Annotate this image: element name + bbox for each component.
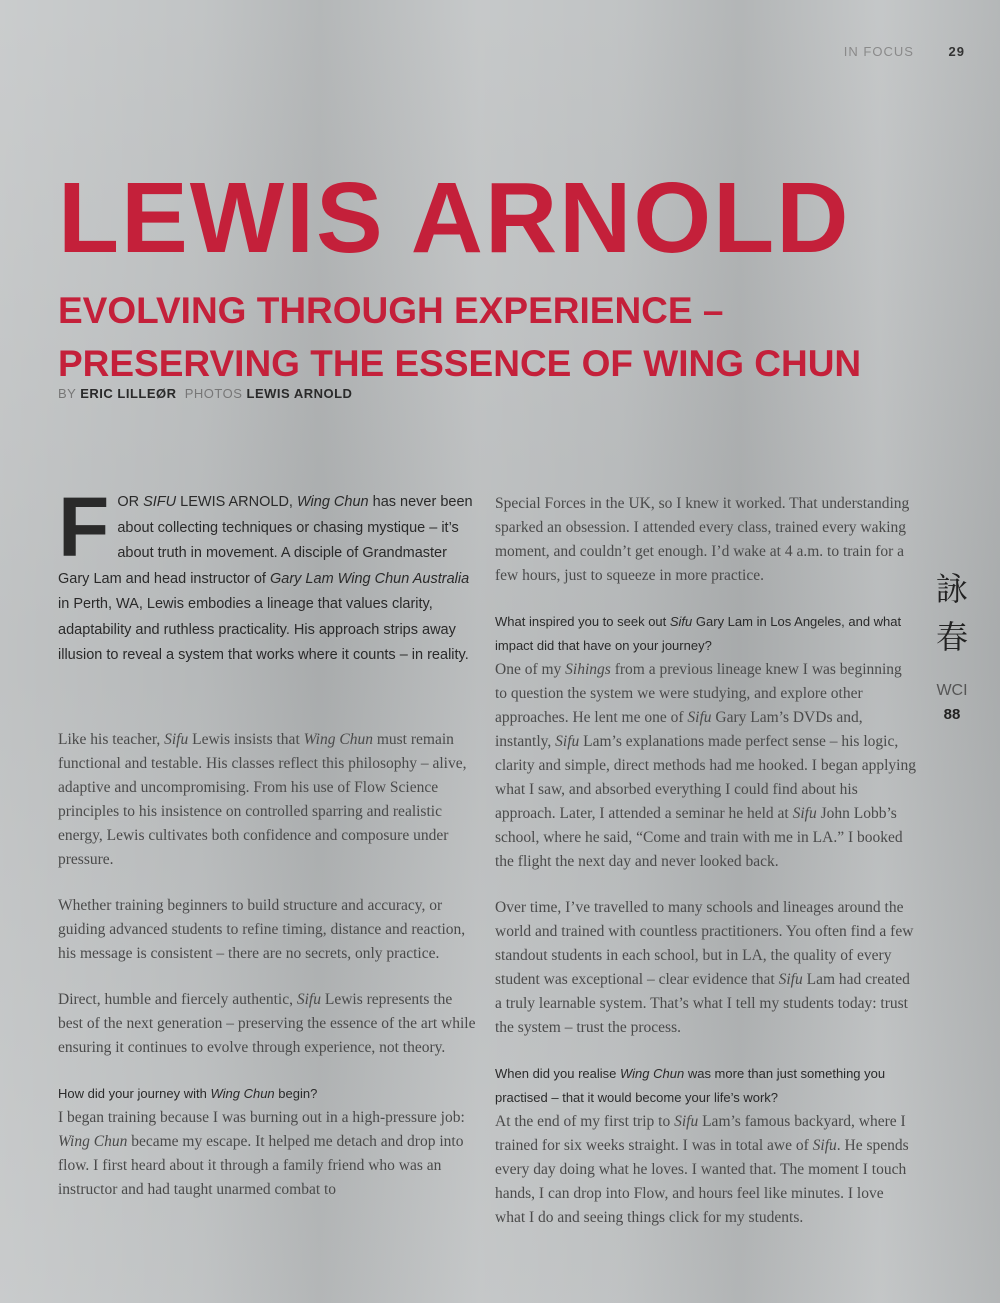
- lead-text: Gary Lam Wing Chun Australia: [269, 570, 470, 587]
- body-paragraph: Special Forces in the UK, so I knew it worked. That understanding sparked an obsession. I attended every class, trained every waking moment, and couldn’t get enough. I’d wake at 4 a.m. to train for a few hours, just to squeeze in more practice.: [495, 495, 910, 584]
- body-paragraph: I began training because I was burning out in a high-pressure job: Wing Chun became my escape. It helped me detach and drop into flow. I first heard about it through a family friend who was an instructor and had taught unarmed combat to: [58, 1109, 465, 1198]
- body-paragraph: Direct, humble and fiercely authentic, Sifu Lewis represents the best of the next generation – preserving the essence of the art while ensuring it continues to evolve through experience, not theory.: [58, 991, 476, 1056]
- body-paragraph: Whether training beginners to build structure and accuracy, or guiding advanced students to refine timing, distance and reaction, his message is consistent – there are no secrets, only practice.: [58, 897, 466, 962]
- author-name: ERIC LILLEØR: [80, 386, 177, 401]
- wing-chun-chinese-characters: 詠春: [935, 570, 968, 656]
- running-header: [844, 44, 965, 59]
- section-label: IN FOCUS: [843, 44, 914, 59]
- lead-text: Wing Chun: [297, 494, 369, 510]
- lead-paragraph: [58, 480, 478, 669]
- photographer-name: LEWIS ARNOLD: [246, 386, 353, 401]
- article-title: LEWIS ARNOLD: [58, 162, 851, 274]
- lead-text: has never been about collecting techniques or chasing mystique – it’s about truth in movement. A disciple of Grandmaster Gary Lam and head instructor of: [58, 494, 473, 587]
- subtitle-line-1: EVOLVING THROUGH EXPERIENCE –: [58, 290, 724, 331]
- interview-question: What inspired you to seek out Sifu Gary Lam in Los Angeles, and what impact did that have on your journey?: [495, 614, 902, 653]
- lead-text: in Perth, WA, Lewis embodies a lineage that values clarity, adaptability and ruthless practicality. His approach strips away illusion to reveal a system that works where it counts – in reality.: [58, 596, 469, 663]
- body-paragraph: One of my Sihings from a previous lineage knew I was beginning to question the system we were studying, and explore other approaches. He lent me one of Sifu Gary Lam’s DVDs and, instantly, Sifu Lam’s explanations made perfect sense – his logic, clarity and simple, direct methods had me hooked. I began applying what I saw, and absorbed everything I could find about his approach. Later, I attended a seminar he held at Sifu John Lobb’s school, where he said, “Come and train with me in LA.” I booked the flight the next day and never looked back.: [495, 661, 916, 870]
- page-number: 29: [948, 44, 965, 59]
- right-column: [495, 492, 917, 1230]
- issue-number: 88: [943, 706, 961, 723]
- left-column: [58, 728, 476, 1202]
- byline: [58, 386, 352, 401]
- lead-text: OR: [117, 494, 144, 510]
- body-paragraph: At the end of my first trip to Sifu Lam’s famous backyard, where I trained for six weeks straight. I was in total awe of Sifu. He spends every day doing what he loves. I wanted that. The moment I touch hands, I can drop into Flow, and hours feel like minutes. I love what I do and seeing things click for my students.: [495, 1113, 909, 1226]
- interview-question: How did your journey with Wing Chun begin?: [58, 1086, 318, 1101]
- body-paragraph: Like his teacher, Sifu Lewis insists that Wing Chun must remain functional and testable. His classes reflect this philosophy – alive, adaptive and uncompromising. From his use of Flow Science principles to his insistence on controlled sparring and realistic energy, Lewis cultivates both confidence and composure under pressure.: [58, 731, 467, 868]
- lead-text: SIFU: [143, 494, 177, 510]
- photos-label: PHOTOS: [184, 386, 243, 401]
- body-paragraph: Over time, I’ve travelled to many schools and lineages around the world and trained with countless practitioners. You often find a few standout students in each school, but in LA, the quality of every student was exceptional – clear evidence that Sifu Lam had created a truly learnable system. That’s what I tell my students today: trust the system – trust the process.: [495, 899, 914, 1036]
- subtitle-line-2: PRESERVING THE ESSENCE OF WING CHUN: [58, 343, 862, 384]
- drop-cap: F: [58, 480, 110, 574]
- magazine-label: WCI: [936, 682, 968, 699]
- by-label: BY: [58, 386, 77, 401]
- interview-question: When did you realise Wing Chun was more than just something you practised – that it would become your life’s work?: [495, 1066, 886, 1105]
- article-subtitle: [58, 284, 958, 390]
- lead-text: LEWIS ARNOLD,: [176, 494, 297, 510]
